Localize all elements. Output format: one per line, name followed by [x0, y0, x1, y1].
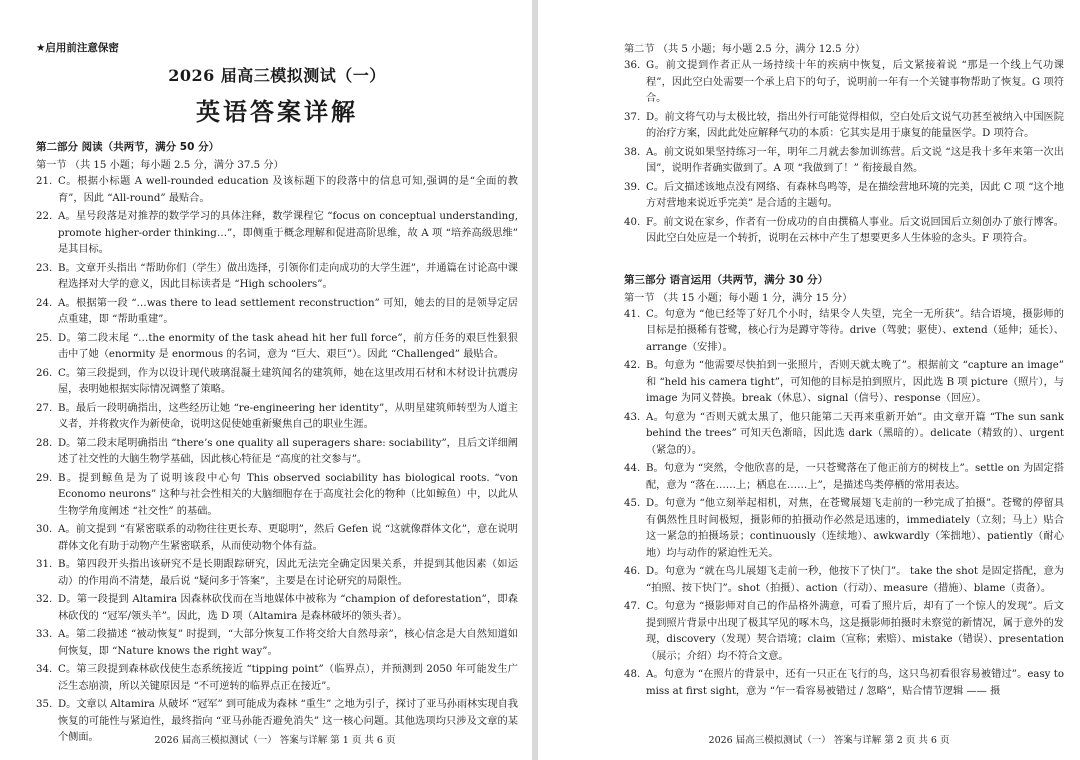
answer-item: [36, 296, 518, 329]
question-number: 37.: [624, 111, 641, 123]
answer-item: [624, 667, 1064, 700]
section2-heading: 第二节 （共 5 小题；每小题 2.5 分，满分 12.5 分）: [624, 44, 866, 55]
answer-item: [624, 215, 1064, 248]
question-number: 40.: [624, 216, 641, 228]
question-number: 46.: [624, 566, 641, 577]
answer-explanation: D。第二段末尾明确指出 “there’s one quality all superagers share: sociability”，且后文详细阐述了社交性的大脑生物学基础，因此核心特征是 “高度的社交参与”。: [58, 437, 518, 465]
answer-item: [36, 662, 518, 695]
answer-item: [36, 592, 518, 625]
question-number: 21.: [36, 176, 53, 187]
answer-item: [624, 564, 1064, 597]
answer-item: [624, 461, 1064, 494]
right-answer-list-b: [624, 307, 1064, 701]
answer-explanation: D。第二段末尾 “…the enormity of the task ahead hit her full force”，前方任务的艰巨性狠狠击中了她（enormity 是 enormous 的名词，意为 “巨大、艰巨”）。因此 “Challenged” 最贴合。: [58, 332, 518, 360]
page-footer: 2026 届高三模拟测试（一） 答案与详解 第 2 页 共 6 页: [708, 735, 950, 746]
answer-explanation: D。前文将气功与太极比较，指出外行可能觉得相似，空白处后文说气功甚至被纳入中国医院的治疗方案，因此此处应解释气功的本质：它其实是用于康复的能量医学。D 项符合。: [646, 111, 1064, 139]
answer-item: [36, 401, 518, 434]
right-page: [538, 0, 1080, 760]
answer-explanation: F。前文说在家乡，作者有一份成功的自由撰稿人事业。后文说回国后立刻创办了旅行博客。因此空白处应是一个转折，说明在云林中产生了想要更多人生体验的念头。F 项符合。: [646, 216, 1064, 244]
answer-explanation: C。句意为 “他已经等了好几个小时，结果令人失望，完全一无所获”。结合语境，摄影师的目标是拍摄稀有苍鹭，核心行为是蹲守等待。drive（驾驶；驱使）、extend（延伸；延长）、arrange（安排）。: [646, 308, 1064, 353]
question-number: 31.: [36, 559, 53, 570]
question-number: 36.: [624, 60, 641, 71]
question-number: 35.: [36, 699, 53, 710]
answer-item: [624, 110, 1064, 143]
question-number: 41.: [624, 308, 641, 320]
answer-item: [36, 627, 518, 660]
question-number: 47.: [624, 601, 641, 612]
question-number: 43.: [624, 411, 641, 423]
answer-explanation: A。星号段落是对推荐的数学学习的具体注释，数学课程它 “focus on conceptual understanding, promote higher-order thinking…”，即侧重于概念理解和促进高阶思维，故 A 项 “培养高级思维” 是其目标。: [58, 211, 518, 255]
question-number: 29.: [36, 472, 53, 484]
answer-item: [624, 58, 1064, 108]
answer-item: [36, 557, 518, 590]
answer-explanation: A。前文说如果坚持练习一年，明年二月就去参加训练营。后文说 “这是我十多年来第一次出国”，说明作者确实做到了。A 项 “我做到了！” 衔接最自然。: [646, 146, 1064, 174]
part3-heading: 第三部分 语言运用（共两节，满分 30 分）: [624, 273, 829, 286]
answer-explanation: D。文章以 Altamira 从破坏 “冠军” 到可能成为森林 “重生” 之地为引子，探讨了亚马孙雨林实现自我恢复的可能性与紧迫性，最终指向 “亚马孙能否避免消失” 这一核心问题。其他选项均只涉及文章的某个侧面。: [58, 699, 518, 743]
answer-item: [624, 496, 1064, 562]
section1-heading: 第一节 （共 15 小题；每小题 2.5 分，满分 37.5 分）: [36, 160, 284, 171]
answer-item: [36, 174, 518, 207]
answer-explanation: D。句意为 “就在鸟儿展翅飞走前一秒，他按下了快门”。 take the shot 是固定搭配，意为 “拍照、按下快门”。shot（拍摄）、action（行动）、measure（措施）、blame（责备）。: [646, 566, 1064, 594]
answer-explanation: B。句意为 “他需要尽快拍到一张照片，否则天就太晚了”。根据前文 “capture an image” 和 “held his camera tight”，可知他的目标是拍到照片，因此选 B 项 picture（照片），与 image 为同义替换。break（休息）、signal（信号）、response（回应）。: [646, 360, 1064, 404]
answer-explanation: B。提到鲸鱼是为了说明该段中心句 This observed sociability has biological roots. “von Economo neurons” 这种与社会性相关的大脑细胞存在于高度社会化的物种（比如鲸鱼）中，以此从生物学角度阐述 “社交性” 的基础。: [58, 472, 518, 517]
answer-item: [36, 261, 518, 294]
answer-explanation: C。根据小标题 A well-rounded education 及该标题下的段落中的信息可知,强调的是“全面的教育”，因此 “All-round” 最贴合。: [58, 176, 518, 204]
question-number: 27.: [36, 402, 53, 414]
question-number: 38.: [624, 146, 641, 158]
right-answer-list-a: [624, 58, 1064, 248]
question-number: 34.: [36, 664, 53, 675]
answer-explanation: B。文章开头指出 “帮助你们（学生）做出选择，引领你们走向成功的大学生涯”，并通篇在讨论高中课程选择对大学的意义，因此目标读者是 “High schoolers”。: [58, 262, 518, 290]
answer-item: [36, 366, 518, 399]
question-number: 24.: [36, 297, 53, 309]
answer-explanation: B。最后一段明确指出，这些经历让她 “re-engineering her identity”，从明星建筑师转型为人道主义者，并将救灾作为新使命，说明这促使她重新聚焦自己的职业生涯。: [58, 402, 518, 430]
answer-item: [624, 410, 1064, 460]
answer-key-title: 英语答案详解: [196, 97, 358, 126]
answer-explanation: D。第一段提到 Altamira 因森林砍伐而在当地媒体中被称为 “champion of deforestation”，即森林砍伐的 “冠军/领头羊”。因此，选 D 项（Altamira 是森林破坏的领头者）。: [58, 594, 518, 622]
answer-explanation: A。句意为 “在照片的背景中，还有一只正在飞行的鸟，这只鸟初看很容易被错过”。easy to miss at first sight，意为 “乍一看容易被错过 / 忽略”，贴合情节逻辑 —— 摄: [646, 669, 1064, 697]
left-page: [0, 0, 532, 760]
exam-title: 2026 届高三模拟测试（一）: [168, 66, 386, 85]
answer-explanation: B。句意为 “突然，令他欣喜的是，一只苍鹭落在了他正前方的树枝上”。settle on 为固定搭配，意为 “落在……上；栖息在……上”，是描述鸟类停栖的常用表达。: [646, 463, 1064, 491]
answer-explanation: C。第三段提到，作为以设计现代玻璃混凝土建筑闻名的建筑师，她在这里改用石材和木材设计抗震房屋，表明她根据实际情况调整了策略。: [58, 367, 518, 395]
answer-item: [36, 471, 518, 521]
answer-item: [624, 307, 1064, 357]
question-number: 25.: [36, 332, 53, 344]
question-number: 44.: [624, 463, 641, 474]
question-number: 30.: [36, 524, 53, 535]
question-number: 22.: [36, 211, 53, 222]
answer-item: [624, 358, 1064, 408]
question-number: 26.: [36, 367, 53, 379]
question-number: 32.: [36, 594, 53, 605]
answer-explanation: G。前文提到作者正从一场持续十年的疾病中恢复，后文紧接着说 “那是一个线上气功课程”，因此空白处需要一个承上启下的句子，说明前一年有一个关键事物帮助了恢复。G 项符合。: [646, 60, 1064, 104]
answer-explanation: A。第二段描述 “被动恢复” 时提到，“大部分恢复工作将交给大自然母亲”，核心信念是大自然知道如何恢复，即 “Nature knows the right way”。: [58, 629, 518, 657]
answer-item: [36, 331, 518, 364]
answer-item: [36, 522, 518, 555]
question-number: 45.: [624, 498, 641, 509]
answer-explanation: C。句意为 “摄影师对自己的作品格外满意，可看了照片后，却有了一个惊人的发现”。后文提到照片背景中出现了极其罕见的啄木鸟，这是摄影师拍摄时未察觉的新情况，属于意外的发现，discovery（发现）契合语境；claim（宣称；索赔）、mistake（错误）、presentation（展示；介绍）均不符合文意。: [646, 601, 1064, 662]
question-number: 39.: [624, 181, 641, 193]
answer-item: [624, 180, 1064, 213]
answer-item: [36, 436, 518, 469]
answer-item: [624, 145, 1064, 178]
answer-explanation: A。句意为 “否则天就太黑了，他只能第二天再来重新开始”。由文章开篇 “The sun sank behind the trees” 可知天色渐暗，因此选 dark（黑暗的）。delicate（精致的）、urgent（紧急的）。: [646, 411, 1064, 456]
answer-explanation: C。第三段提到森林砍伐使生态系统接近 “tipping point”（临界点），并预测到 2050 年可能发生广泛生态崩溃，所以关键原因是 “不可逆转的临界点正在接近”。: [58, 664, 518, 692]
question-number: 33.: [36, 629, 53, 640]
answer-explanation: D。句意为 “他立刻举起相机，对焦，在苍鹭展翅飞走前的一秒完成了拍摄”。苍鹭的停留具有偶然性且时间极短，摄影师的拍摄动作必然是迅速的，immediately（立刻；马上）贴合这一紧急的拍摄场景；continuously（连续地）、awkwardly（笨拙地）、patiently（耐心地）均与动作的紧迫性无关。: [646, 498, 1064, 559]
left-answer-list: [36, 174, 518, 747]
page-footer: 2026 届高三模拟测试（一） 答案与详解 第 1 页 共 6 页: [154, 735, 396, 746]
answer-explanation: C。后文描述该地点没有网络、有森林鸟鸣等，是在描绘营地环境的完美，因此 C 项 “这个地方对营地来说近乎完美” 是合适的主题句。: [646, 181, 1064, 209]
answer-explanation: A。前文提到 “有紧密联系的动物往往更长寿、更聪明”，然后 Gefen 说 “这就像群体文化”，意在说明群体文化有助于动物产生紧密联系，从而使动物个体有益。: [58, 524, 518, 552]
question-number: 23.: [36, 262, 53, 274]
answer-item: [624, 599, 1064, 665]
answer-explanation: B。第四段开头指出该研究不是长期跟踪研究，因此无法完全确定因果关系，并提到其他因素（如运动）的作用尚不清楚，最后说 “疑问多于答案”，主要是在讨论研究的局限性。: [58, 559, 518, 587]
answer-explanation: A。根据第一段 “…was there to lead settlement reconstruction” 可知，她去的目的是领导定居点重建，即 “帮助重建”。: [58, 297, 518, 325]
answer-item: [36, 209, 518, 259]
question-number: 28.: [36, 437, 53, 449]
section1-heading-part3: 第一节 （共 15 小题；每小题 1 分，满分 15 分）: [624, 292, 853, 304]
confidential-notice: ★启用前注意保密: [36, 42, 119, 54]
question-number: 42.: [624, 360, 641, 371]
question-number: 48.: [624, 669, 641, 680]
part2-heading: 第二部分 阅读（共两节，满分 50 分）: [36, 141, 220, 153]
